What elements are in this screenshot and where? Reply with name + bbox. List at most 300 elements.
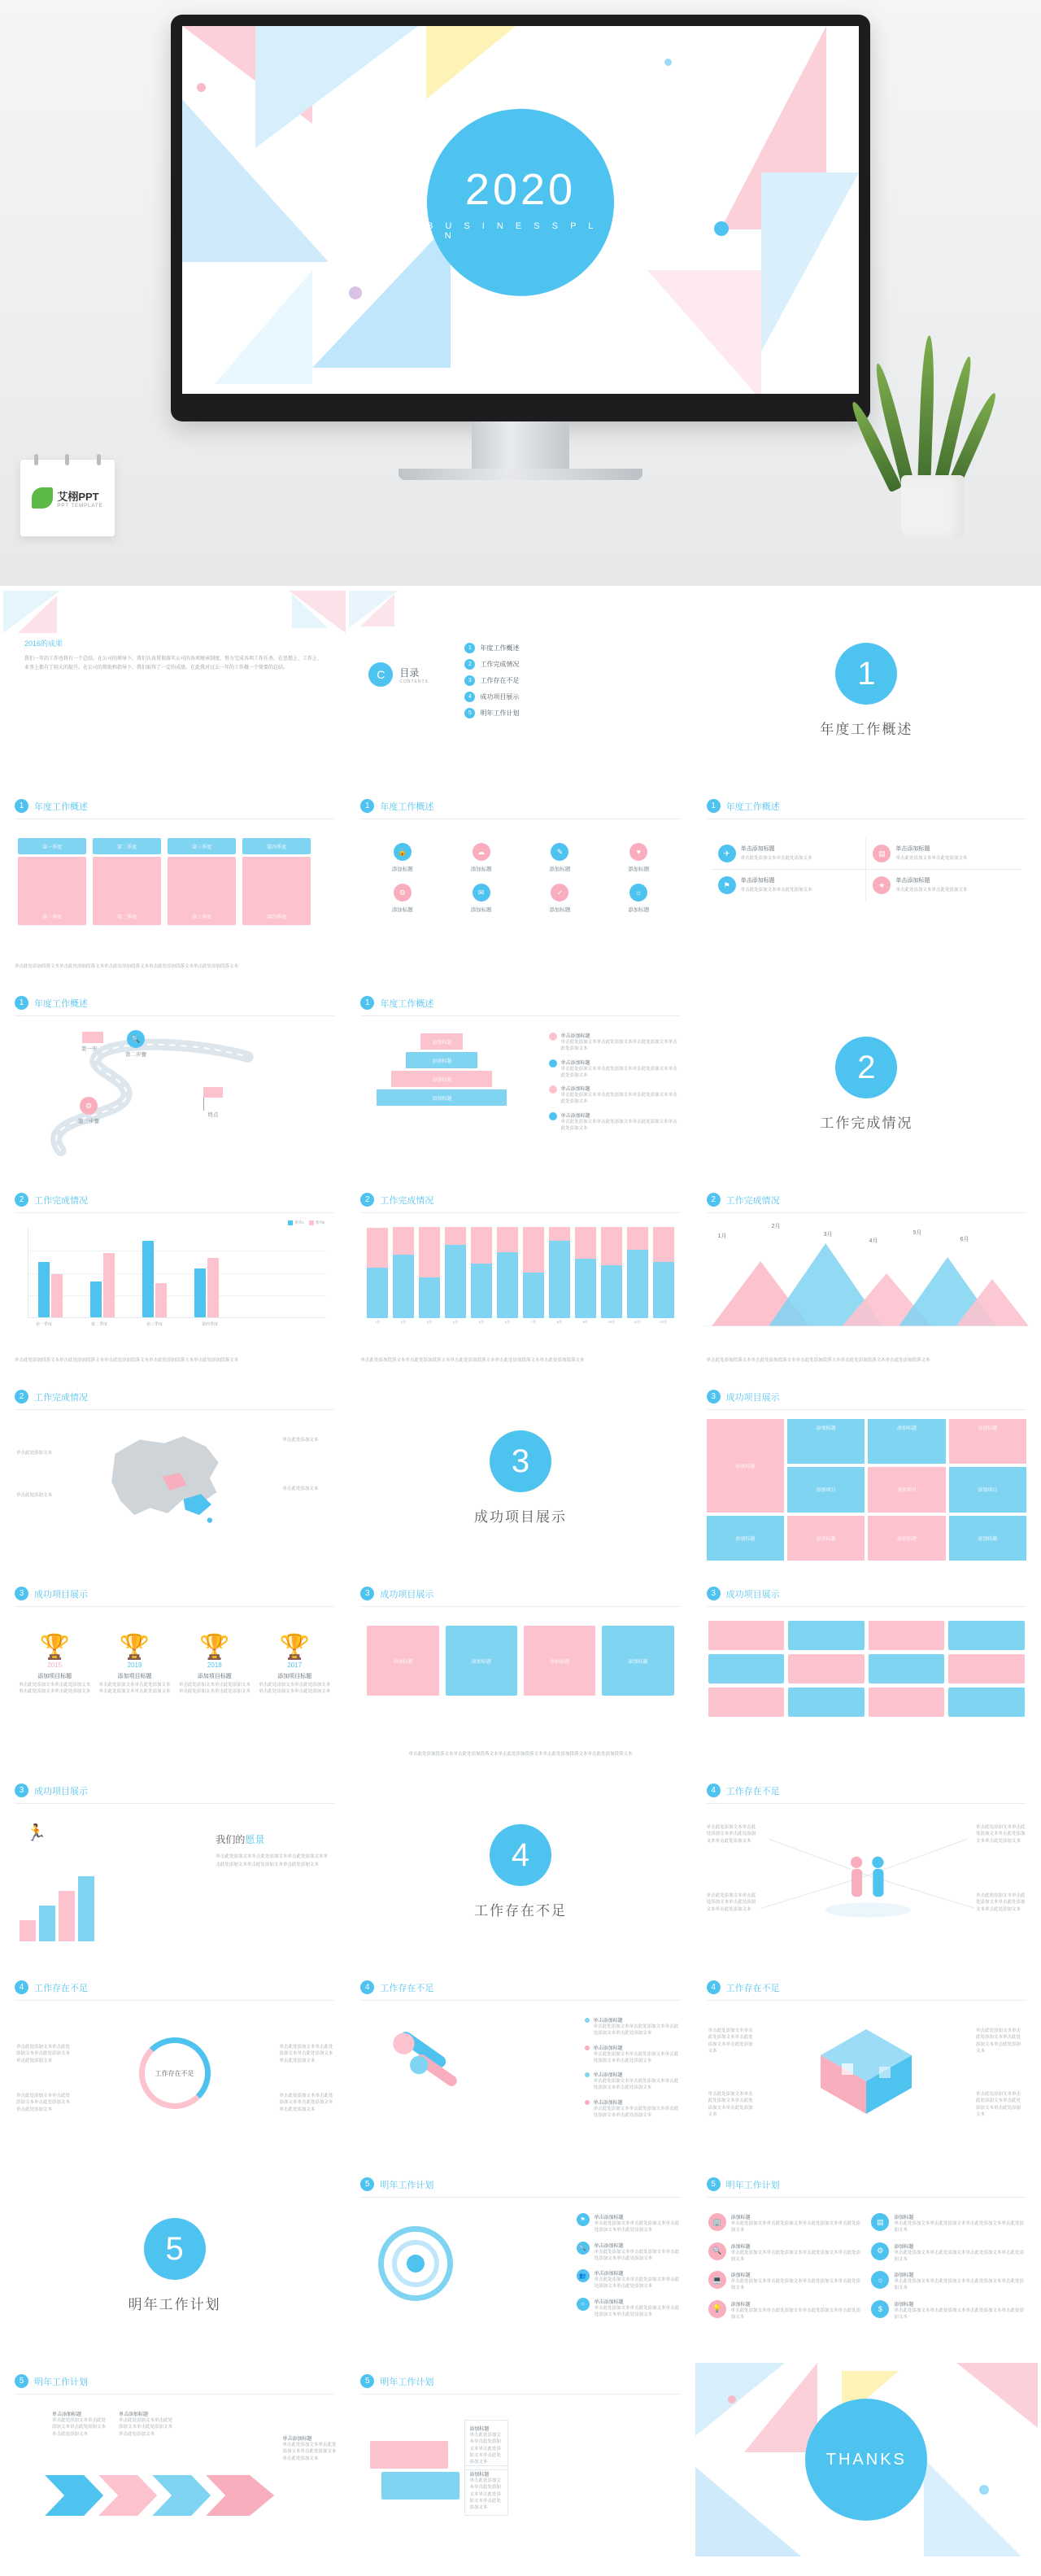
grid-cell[interactable] [708,1687,785,1717]
grid-cell[interactable] [708,1621,785,1650]
quadrant-cell[interactable] [712,838,867,870]
grid-cell[interactable] [788,1621,865,1650]
cube-note: 单击此处添加文本单击此处添加文本单击此处添加文本单击此处添加文本 [708,2028,753,2054]
panel[interactable]: 添加标题 [524,1626,595,1696]
pyramid-note-title: 单击添加标题 [560,1060,590,1066]
list-item[interactable] [577,2242,682,2263]
logo-subtext: PPT TEMPLATE [57,503,103,509]
slide-title: 年度工作概述 [380,998,434,1009]
panel[interactable]: 添加标题 [446,1626,517,1696]
chart-icon: ▤ [871,2213,889,2231]
slide-title: 成功项目展示 [725,1589,780,1600]
search-icon: 🔍 [577,2242,590,2255]
slide-header [15,1193,88,1207]
slide-number-badge: 5 [15,2374,28,2388]
ring-center-label: 工作存在不足 [155,2069,194,2077]
grid-cell[interactable] [869,1654,945,1683]
slide-number-badge: 3 [15,1784,28,1797]
icon-box[interactable] [708,2300,862,2321]
toc-item[interactable] [464,659,519,670]
cover-year: 2020 [464,164,577,214]
icon-box[interactable] [871,2213,1025,2234]
ring-chart [139,2037,211,2109]
quadrant-cell[interactable] [866,870,1021,901]
slide-quadrant-cells[interactable] [695,788,1038,981]
heart-icon: ♥ [629,843,647,861]
section-label: 明年工作计划 [128,2297,221,2312]
icon-box-body: 单击此处添加文本单击此处添加文本单击此处添加文本单击此处添加文本 [894,2307,1024,2320]
search-icon: 🔍 [708,2242,726,2260]
slide-header [15,1784,88,1797]
arrow-note [119,2410,172,2438]
bulb-icon: ☼ [577,2298,590,2311]
slide-section-2[interactable] [695,985,1038,1178]
card[interactable] [464,2420,508,2470]
trophy-year: 2018 [207,1661,222,1669]
slide-number-badge: 2 [360,1193,374,1207]
slide-footnote: 单击此处添加段落文本单击此处添加段落文本单击此处添加段落文本单击此处添加段落文本单击此处添加段落文本 [360,1357,585,1363]
slide-number-badge: 1 [360,799,374,813]
pyramid-level[interactable]: 添加标题 [406,1052,477,1068]
slide-title: 明年工作计划 [725,2180,780,2190]
ring-note: 单击此处添加文本单击此处添加文本单击此处添加文本单击此处添加文本 [279,2045,333,2063]
toc-item-number: 1 [464,643,475,653]
header-divider [15,2000,334,2001]
list-item[interactable] [577,2213,682,2234]
mosaic-tile[interactable]: 添加项目 [949,1467,1026,1512]
icon-tile[interactable] [367,843,438,872]
slide-thumbnail-grid [0,586,1041,2576]
flag-icon: ⚑ [577,2213,590,2226]
slide-china-map[interactable] [3,1378,346,1572]
icon-tile[interactable] [603,884,674,913]
bulb-icon: 💡 [708,2300,726,2318]
slide-number-badge: 1 [15,799,28,813]
slide-title: 工作完成情况 [380,1195,434,1206]
month-label: 6月 [960,1237,969,1242]
slide-twelve-cells[interactable] [695,1575,1038,1769]
map-callout: 单击此处添加文本 [282,1487,319,1491]
slide-number-badge: 3 [15,1587,28,1600]
toc-item-label: 年度工作概述 [480,644,520,652]
x-tick-label: 12月 [660,1320,667,1324]
mosaic-tile[interactable]: 添加项目 [787,1467,865,1512]
vision-title [216,1832,329,1846]
slide-vision[interactable] [3,1772,346,1966]
slide-number-badge: 3 [707,1587,721,1600]
slide-header [360,996,433,1010]
list-item-body: 单击此处添加文本单击此处添加文本单击此处添加文本单击此处添加文本 [593,2106,679,2118]
slide-bar-chart[interactable] [3,1181,346,1375]
road-step-label: 终点 [207,1112,219,1118]
header-divider [707,1212,1026,1213]
slide-number-badge: 5 [360,2177,374,2191]
section-label: 成功项目展示 [473,1509,567,1525]
slide-header [15,1587,88,1600]
toc-title-en: CONTENTS [399,679,429,684]
toc-item[interactable] [464,692,519,702]
trophy-icon: 🏆 [199,1634,230,1661]
quarter-card-body: 第三季度 [168,857,236,925]
slide-title: 明年工作计划 [380,2180,434,2190]
pyramid-note-body: 单击此处添加文本单击此处添加文本单击此处添加文本单击此处添加文本 [560,1066,677,1078]
toc-item-label: 工作完成情况 [480,661,520,668]
trophy-icon: 🏆 [279,1634,310,1661]
grid-cell[interactable] [869,1687,945,1717]
trophy-label: 添加项目标题 [117,1674,152,1679]
slide-section-4[interactable] [349,1772,691,1966]
card-title: 添加标题 [469,2473,490,2478]
icon-box-title: 添加标题 [730,2273,751,2278]
icon-tile[interactable] [525,884,595,913]
icon-box[interactable] [708,2271,862,2292]
slide-key-list[interactable] [349,1969,691,2163]
icon-box-body: 单击此处添加文本单击此处添加文本单击此处添加文本单击此处添加文本 [894,2250,1024,2262]
x-tick-label: 5月 [478,1320,485,1324]
cube-note: 单击此处添加文本单击此处添加文本单击此处添加文本单击此处添加文本 [976,2028,1021,2054]
network-note: 单击此处添加文本单击此处添加文本单击此处添加文本单击此处添加文本 [706,1893,756,1912]
gear-icon: ⚙ [80,1097,98,1115]
ascending-bars [20,1876,94,1941]
road-step[interactable] [125,1030,146,1058]
bar [142,1241,154,1317]
cube-note: 单击此处添加文本单击此处添加文本单击此处添加文本单击此处添加文本 [976,2092,1021,2117]
dollar-icon: $ [871,2300,889,2318]
slide-header [707,799,780,813]
slide-title: 成功项目展示 [34,1589,88,1600]
grid-cell[interactable] [788,1654,865,1683]
icon-box[interactable] [871,2300,1025,2321]
slide-title: 明年工作计划 [34,2377,88,2387]
x-tick-label: 3月 [427,1320,433,1324]
list-item[interactable] [577,2269,682,2290]
bar [207,1258,219,1317]
icon-box[interactable] [871,2271,1025,2292]
icon-box-body: 单击此处添加文本单击此处添加文本单击此处添加文本单击此处添加文本 [730,2279,861,2291]
month-label: 5月 [913,1230,922,1236]
header-divider [360,2197,680,2198]
trophy-body: 单击此处添加文本单击此处添加文本单击此处添加文本单击此处添加文本 [259,1683,331,1695]
mosaic-tile[interactable]: 添加标题 [707,1516,784,1561]
card-body: 单击此处添加文本单击此处添加文本单击此处添加文本单击此处添加文本 [469,2478,501,2510]
header-divider [15,1606,334,1607]
icon-tile-label: 添加标题 [391,907,413,913]
slide-trophies[interactable] [3,1575,346,1769]
runner-icon: 🏃 [26,1824,46,1842]
pyramid-level[interactable]: 添加标题 [391,1071,492,1087]
slide-title: 工作存在不足 [725,1786,780,1797]
header-divider [707,1409,1026,1410]
slide-number-badge: 1 [360,996,374,1010]
toc-item[interactable] [464,643,519,653]
slide-people-network[interactable] [695,1772,1038,1966]
slide-target[interactable] [349,2166,691,2360]
x-tick-label: 9月 [582,1320,588,1324]
header-divider [15,1409,334,1410]
icon-box[interactable] [708,2213,862,2234]
grid-cell[interactable] [869,1621,945,1650]
icon-box-body: 单击此处添加文本单击此处添加文本单击此处添加文本单击此处添加文本 [730,2250,861,2262]
intro-body: 我们一年的工作也将有一个总结。在公司的领导下，我们认真贯彻落实公司的各项规章制度，努力完成各项工作任务，在思想上、工作上、业务上都有了较大的提升。在公司的帮助和指导下，我们取得了一定的成绩。在此我对过去一年的工作做一个简要的总结。 [24,657,323,671]
slide-arrow-process[interactable] [3,2363,346,2556]
pyramid-level[interactable]: 添加标题 [377,1089,507,1106]
lock-icon: 🔒 [394,843,412,861]
bank-icon: 🏢 [708,2213,726,2231]
slide-number-badge: 4 [15,1980,28,1994]
quarter-card-top: 第一季度 [18,838,86,854]
card-body: 单击此处添加文本单击此处添加文本单击此处添加文本单击此处添加文本 [469,2433,501,2465]
icon-box[interactable] [871,2242,1025,2264]
icon-box[interactable] [708,2242,862,2264]
list-item[interactable] [585,2016,682,2037]
list-item-title: 单击添加标题 [594,2216,624,2220]
slide-thanks[interactable] [695,2363,1038,2556]
vision-title-prefix: 我们的 [216,1834,246,1845]
grid-cell[interactable] [788,1687,865,1717]
list-item[interactable] [577,2298,682,2319]
trophy-body: 单击此处添加文本单击此处添加文本单击此处添加文本单击此处添加文本 [19,1683,91,1695]
network-note: 单击此处添加文本单击此处添加文本单击此处添加文本单击此处添加文本 [976,1893,1026,1912]
road-step[interactable] [78,1097,99,1124]
toc-item[interactable] [464,708,519,718]
slide-stacked-cards[interactable] [349,2363,691,2556]
slide-four-panels[interactable] [349,1575,691,1769]
cell-title: 单击添加标题 [740,846,775,852]
x-tick-label: 第四季度 [202,1322,219,1327]
trophy-year: 2019 [127,1661,142,1669]
icon-box-title: 添加标题 [730,2244,751,2250]
mosaic-tile[interactable]: 添加标题 [707,1419,784,1513]
target-icon [378,2226,453,2301]
slide-puzzle-cube[interactable] [695,1969,1038,2163]
slide-number-badge: 3 [707,1390,721,1404]
slide-header [707,1587,780,1600]
pyramid-note [549,1111,679,1133]
icon-tile[interactable] [603,843,674,872]
cell-body: 单击此处添加文本单击此处添加文本 [740,888,812,893]
slide-header [15,1980,88,1994]
road-step-label: 第二步骤 [125,1052,146,1058]
slide-header [15,996,88,1010]
slide-footnote: 单击此处添加段落文本单击此处添加段落文本单击此处添加段落文本单击此处添加段落文本单击此处添加段落文本 [706,1357,930,1363]
mosaic-tile[interactable]: 添加标题 [868,1516,945,1561]
trophy-icon: 🏆 [39,1634,70,1661]
trophy-body: 单击此处添加文本单击此处添加文本单击此处添加文本单击此处添加文本 [98,1683,171,1695]
list-item-title: 单击添加标题 [594,2272,624,2277]
slide-number-badge: 2 [707,1193,721,1207]
cover-subtitle: B U S I N E S S P L A N [427,220,598,241]
icon-tile-label: 添加标题 [628,867,650,872]
icon-tile[interactable] [446,843,516,872]
icon-box-title: 添加标题 [894,2216,914,2220]
toc-item-label: 明年工作计划 [480,709,520,717]
slide-title: 年度工作概述 [380,801,434,812]
map-callout: 单击此处添加文本 [16,1493,53,1498]
icon-tile-label: 添加标题 [391,867,413,872]
x-tick-label: 第三季度 [146,1322,163,1327]
icon-tile[interactable] [446,884,516,913]
list-item-body: 单击此处添加文本单击此处添加文本单击此处添加文本单击此处添加文本 [593,2024,679,2037]
slide-quarter-cards[interactable] [3,788,346,981]
quarter-card-top: 第二季度 [93,838,161,854]
header-divider [360,2000,680,2001]
header-divider [15,2394,334,2395]
cover-year-circle [427,109,614,296]
mosaic-tile[interactable]: 添加标题 [868,1419,945,1464]
slide-number-badge: 4 [707,1784,721,1797]
list-item-title: 单击添加标题 [594,2299,624,2305]
chart-legend [288,1220,324,1225]
slide-header [360,1193,433,1207]
header-divider [15,1015,334,1016]
bar [103,1253,115,1317]
slide-header [707,1193,780,1207]
x-tick-label: 2月 [401,1320,407,1324]
slide-section-3[interactable] [349,1378,691,1572]
panel[interactable]: 添加标题 [602,1626,673,1696]
keys-icon [373,2019,495,2121]
section-label: 工作存在不足 [473,1903,567,1919]
x-tick-label: 11月 [634,1320,641,1324]
grid-cell[interactable] [708,1654,785,1683]
mosaic-tile[interactable]: 添加标题 [787,1419,865,1464]
card[interactable] [464,2465,508,2516]
grid-cell[interactable] [948,1687,1025,1717]
quadrant-cell[interactable] [866,838,1021,870]
legend-label: 系列1 [294,1220,304,1225]
panel[interactable]: 添加标题 [367,1626,438,1696]
icon-box-body: 单击此处添加文本单击此处添加文本单击此处添加文本单击此处添加文本 [894,2221,1024,2233]
mosaic-tile[interactable]: 添加标题 [949,1516,1026,1561]
slide-title: 成功项目展示 [34,1786,88,1797]
icon-tile-label: 添加标题 [628,907,650,913]
slide-title: 工作存在不足 [725,1983,780,1993]
grid-cell[interactable] [948,1621,1025,1650]
cube-note: 单击此处添加文本单击此处添加文本单击此处添加文本单击此处添加文本 [708,2092,753,2117]
slide-number-badge: 5 [707,2177,721,2191]
section-number-circle: 5 [144,2218,206,2280]
slide-monthly-chart[interactable] [349,1181,691,1375]
trophy-item[interactable] [18,1635,91,1696]
slide-title: 工作完成情况 [34,1195,88,1206]
toc-item[interactable] [464,675,519,686]
logo-text: 艾栩PPT [57,490,99,503]
x-tick-label: 4月 [452,1320,459,1324]
monitor-stand-neck [472,421,569,469]
slide-ring-diagram[interactable] [3,1969,346,2163]
slide-section-5[interactable] [3,2166,346,2360]
slide-number-badge: 1 [707,799,721,813]
road-path [3,1020,346,1167]
people-icon: 👥 [577,2269,590,2282]
list-item[interactable] [585,2044,682,2065]
arrow-note [282,2434,336,2462]
icon-box-title: 添加标题 [894,2302,914,2307]
potted-plant [870,343,992,539]
trophy-label: 添加项目标题 [197,1674,232,1679]
grid-cell[interactable] [948,1654,1025,1683]
slide-number-badge: 3 [360,1587,374,1600]
list-item-title: 单击添加标题 [593,2046,623,2051]
trophy-item[interactable] [178,1635,251,1696]
icon-tile[interactable] [525,843,595,872]
x-tick-label: 6月 [504,1320,511,1324]
list-item-body: 单击此处添加文本单击此处添加文本单击此处添加文本单击此处添加文本 [594,2277,680,2290]
section-number-circle: 3 [490,1430,551,1492]
section-number-circle: 1 [835,643,897,705]
trophy-item[interactable] [98,1635,171,1696]
quadrant-cell[interactable] [712,870,867,901]
mountain-area-chart [703,1229,1029,1326]
calendar-rings [20,454,115,465]
chat-icon: ✉ [473,884,490,902]
puzzle-cube-icon [809,2018,923,2124]
arrow-note-title: 单击添加标题 [119,2412,149,2417]
trophy-year: 2015 [47,1661,63,1669]
month-label: 3月 [823,1232,833,1238]
toc-item-number: 4 [464,692,475,702]
slide-mountain-chart[interactable] [695,1181,1038,1375]
list-item[interactable] [585,2071,682,2092]
arrow-note-body: 单击此处添加文本单击此处添加文本单击此处添加文本单击此处添加文本 [52,2418,107,2437]
slide-title: 明年工作计划 [380,2377,434,2387]
slide-title: 工作完成情况 [34,1392,88,1403]
toc-item-number: 5 [464,708,475,718]
intro-title: 2016的成果 [24,640,63,648]
quarter-card-top: 第三季度 [168,838,236,854]
slide-header [707,1784,780,1797]
bar [51,1274,63,1317]
icon-tile[interactable] [367,884,438,913]
x-tick-label: 第二季度 [91,1322,108,1327]
road-step[interactable] [81,1032,98,1052]
section-number-circle: 4 [490,1824,551,1886]
slide-mosaic-tiles[interactable] [695,1378,1038,1572]
slide-six-icon-boxes[interactable] [695,2166,1038,2360]
icon-box-body: 单击此处添加文本单击此处添加文本单击此处添加文本单击此处添加文本 [894,2279,1024,2291]
slide-intro[interactable] [3,591,346,784]
slide-pyramid[interactable] [349,985,691,1178]
slide-number-badge: 2 [15,1390,28,1404]
list-item[interactable] [585,2098,682,2120]
header-divider [360,2394,680,2395]
slide-table-of-contents[interactable] [349,591,691,784]
thanks-text: THANKS [805,2399,927,2521]
arrow-note-title: 单击添加标题 [52,2412,82,2417]
slide-footnote: 单击此处添加段落文本单击此处添加段落文本单击此处添加段落文本单击此处添加段落文本单击此处添加段落文本 [15,1357,239,1363]
cell-body: 单击此处添加文本单击此处添加文本 [895,856,968,861]
toc-title: 目录 [399,666,420,679]
slide-section-1[interactable] [695,591,1038,784]
mosaic-tile[interactable]: 添加项目 [868,1467,945,1512]
network-note: 单击此处添加文本单击此处添加文本单击此处添加文本单击此处添加文本 [706,1825,756,1844]
road-step[interactable] [203,1087,223,1118]
slide-icon-grid[interactable] [349,788,691,981]
trophy-item[interactable] [258,1635,331,1696]
search-icon: 🔍 [127,1030,145,1048]
mosaic-tile[interactable]: 添加标题 [949,1419,1026,1464]
monitor-stand-base [399,469,642,480]
slide-number-badge: 4 [360,1980,374,1994]
mosaic-tile[interactable]: 添加标题 [787,1516,865,1561]
pyramid-note [549,1085,679,1106]
check-icon: ✓ [551,884,568,902]
list-item-title: 单击添加标题 [593,2019,623,2024]
pyramid-level[interactable]: 添加标题 [420,1033,463,1050]
slide-roadmap[interactable] [3,985,346,1178]
slide-header [15,799,88,813]
ring-note: 单击此处添加文本单击此处添加文本单击此处添加文本单击此处添加文本 [16,2094,71,2112]
